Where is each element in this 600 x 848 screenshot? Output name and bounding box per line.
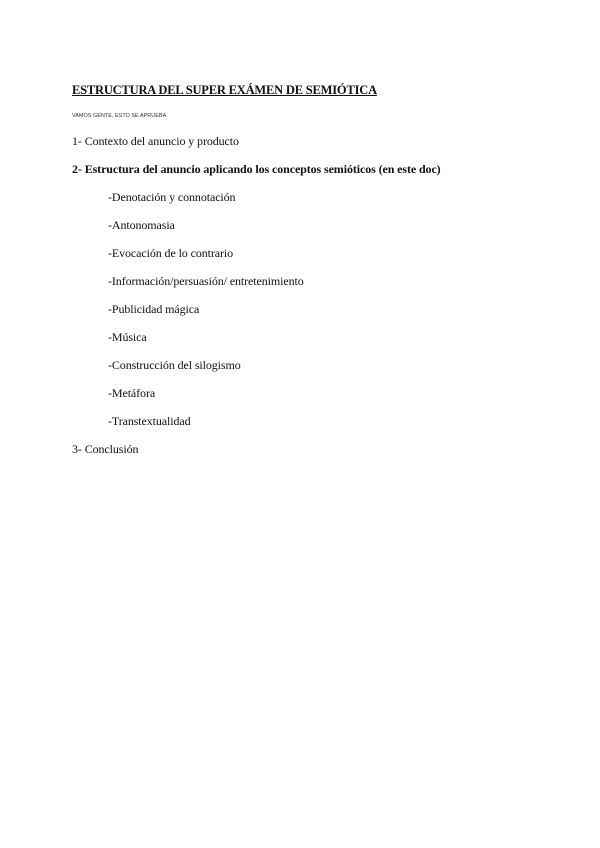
list-item: -Música (108, 330, 147, 344)
section-2: 2- Estructura del anuncio aplicando los conceptos semióticos (en este doc) (72, 162, 441, 176)
list-item: -Publicidad mágica (108, 302, 200, 316)
document-title: ESTRUCTURA DEL SUPER EXÁMEN DE SEMIÓTICA (72, 83, 377, 97)
section-1: 1- Contexto del anuncio y producto (72, 134, 239, 148)
list-item: -Metáfora (108, 386, 156, 400)
list-item: -Antonomasia (108, 218, 175, 232)
list-item: -Denotación y connotación (108, 190, 236, 204)
section-3: 3- Conclusión (72, 442, 139, 456)
list-item: -Información/persuasión/ entretenimiento (108, 274, 304, 288)
list-item: -Evocación de lo contrario (108, 246, 234, 260)
document-subtitle: VAMOS GENTE, ESTO SE APRUEBA (72, 113, 167, 119)
list-item: -Transtextualidad (108, 414, 191, 428)
list-item: -Construcción del silogismo (108, 358, 241, 372)
